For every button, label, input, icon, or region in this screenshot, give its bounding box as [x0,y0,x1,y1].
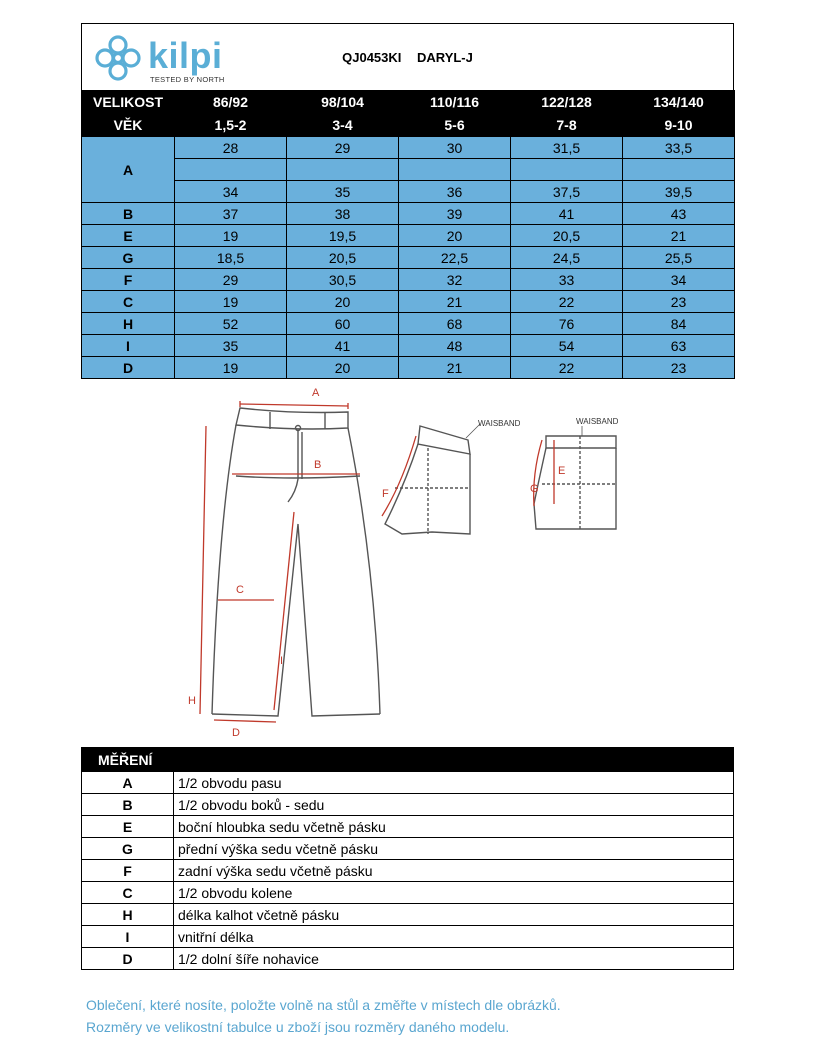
table-cell: 48 [399,335,511,357]
table-cell-empty [175,159,287,181]
table-cell: 20,5 [287,247,399,269]
table-cell: 34 [623,269,735,291]
table-row [82,225,735,247]
table-cell-empty [623,159,735,181]
product-title [82,50,733,65]
table-row [82,159,735,181]
table-cell: 35 [287,181,399,203]
table-cell: 18,5 [175,247,287,269]
table-cell: 24,5 [511,247,623,269]
table-cell: 21 [623,225,735,247]
table-row [82,794,734,816]
table-row [82,137,735,159]
table-row [82,838,734,860]
measure-desc: zadní výška sedu včetně pásku [174,860,734,882]
table-cell: 22 [511,357,623,379]
header [81,23,734,90]
header-cell: 3-4 [287,114,399,137]
table-cell: 23 [623,291,735,313]
table-cell: 33,5 [623,137,735,159]
table-cell: 33 [511,269,623,291]
label-g: G [530,483,539,495]
table-cell: 28 [175,137,287,159]
table-cell: 20 [287,357,399,379]
header-cell: 134/140 [623,91,735,114]
table-row [82,357,735,379]
header-cell: 1,5-2 [175,114,287,137]
table-cell: 22 [511,291,623,313]
table-cell: 84 [623,313,735,335]
measurement-diagram [170,384,640,742]
header-cell: 9-10 [623,114,735,137]
measure-desc: délka kalhot včetně pásku [174,904,734,926]
table-cell-empty [287,159,399,181]
measure-desc: vnitřní délka [174,926,734,948]
table-row [82,816,734,838]
table-row [82,247,735,269]
measure-key: F [82,860,174,882]
row-label: E [82,225,175,247]
table-cell: 23 [623,357,735,379]
table-cell: 22,5 [399,247,511,269]
header-cell: VELIKOST [82,91,175,114]
table-row [82,772,734,794]
row-label: I [82,335,175,357]
table-cell: 54 [511,335,623,357]
table-cell: 32 [399,269,511,291]
measure-key: I [82,926,174,948]
table-cell-empty [511,159,623,181]
table-cell: 37,5 [511,181,623,203]
table-cell: 19 [175,357,287,379]
table-cell: 21 [399,291,511,313]
table-row [82,181,735,203]
header-cell: 122/128 [511,91,623,114]
label-f: F [382,488,389,500]
measurement-table [81,747,734,970]
row-label: B [82,203,175,225]
label-e: E [558,465,566,477]
table-cell: 38 [287,203,399,225]
measure-lines [200,401,360,722]
measure-desc: přední výška sedu včetně pásku [174,838,734,860]
label-a: A [312,387,320,399]
size-header-row [82,91,735,114]
front-view [534,436,616,529]
table-row [82,203,735,225]
measure-key: E [82,816,174,838]
header-cell: VĚK [82,114,175,137]
measure-key: D [82,948,174,970]
measure-key: B [82,794,174,816]
back-view [385,426,470,534]
table-cell: 20,5 [511,225,623,247]
table-cell: 20 [399,225,511,247]
table-cell: 41 [287,335,399,357]
product-name: DARYL-J [417,50,473,65]
measure-desc: boční hloubka sedu včetně pásku [174,816,734,838]
table-row [82,860,734,882]
label-d: D [232,727,240,739]
table-cell: 34 [175,181,287,203]
label-i: I [280,655,284,667]
label-h: H [188,695,196,707]
measure-key: A [82,772,174,794]
table-row [82,904,734,926]
table-cell: 21 [399,357,511,379]
note-line: Oblečení, které nosíte, položte volně na stůl a změřte v místech dle obrázků. [86,997,561,1013]
table-cell: 41 [511,203,623,225]
row-label: F [82,269,175,291]
table-cell: 36 [399,181,511,203]
table-cell: 39 [399,203,511,225]
size-table [81,90,735,379]
waistband-label-1: WAISBAND [478,419,521,428]
age-header-row [82,114,735,137]
table-cell: 63 [623,335,735,357]
label-c: C [236,584,244,596]
table-cell: 25,5 [623,247,735,269]
table-cell: 30,5 [287,269,399,291]
table-row [82,335,735,357]
table-row [82,269,735,291]
table-cell: 19,5 [287,225,399,247]
header-cell: 5-6 [399,114,511,137]
table-cell: 39,5 [623,181,735,203]
row-label: H [82,313,175,335]
brand-tagline: TESTED BY NORTH [150,75,225,84]
table-row [82,948,734,970]
table-cell: 60 [287,313,399,335]
row-label: C [82,291,175,313]
product-code: QJ0453KI [342,50,402,65]
pants-outline [212,408,380,716]
table-cell: 37 [175,203,287,225]
table-cell: 35 [175,335,287,357]
table-row [82,291,735,313]
row-label: D [82,357,175,379]
measure-desc: 1/2 dolní šíře nohavice [174,948,734,970]
brand-name: kilpi [148,35,223,76]
table-cell-empty [399,159,511,181]
table-row [82,313,735,335]
measuring-note [86,994,786,1038]
table-cell: 20 [287,291,399,313]
table-cell: 52 [175,313,287,335]
table-cell: 68 [399,313,511,335]
measure-desc: 1/2 obvodu pasu [174,772,734,794]
note-line: Rozměry ve velikostní tabulce u zboží jsou rozměry daného modelu. [86,1019,510,1035]
row-label: G [82,247,175,269]
header-cell: 98/104 [287,91,399,114]
label-b: B [314,459,322,471]
table-row [82,926,734,948]
table-cell: 43 [623,203,735,225]
header-cell: 110/116 [399,91,511,114]
table-cell: 29 [175,269,287,291]
table-cell: 29 [287,137,399,159]
table-cell: 76 [511,313,623,335]
waistband-label-2: WAISBAND [576,417,619,426]
header-cell: 86/92 [175,91,287,114]
measure-desc: 1/2 obvodu boků - sedu [174,794,734,816]
table-cell: 19 [175,291,287,313]
measure-key: C [82,882,174,904]
table-cell: 19 [175,225,287,247]
table-cell: 31,5 [511,137,623,159]
header-cell: 7-8 [511,114,623,137]
table-row [82,882,734,904]
row-label: A [82,137,175,203]
table-cell: 30 [399,137,511,159]
measure-desc: 1/2 obvodu kolene [174,882,734,904]
measurement-title: MĚŘENÍ [82,748,734,772]
measure-key: H [82,904,174,926]
measure-key: G [82,838,174,860]
